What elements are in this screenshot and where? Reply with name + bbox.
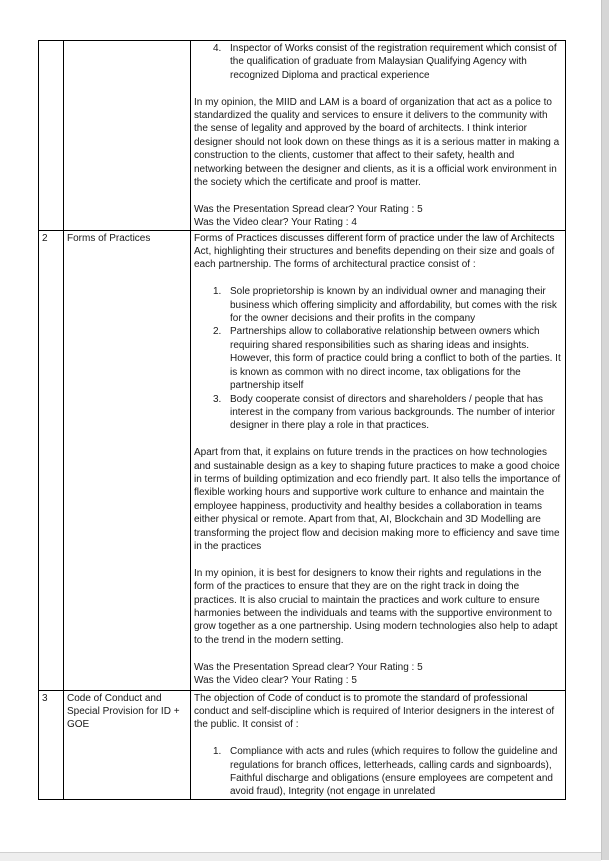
review-table — [38, 40, 566, 800]
body-paragraph: Apart from that, it explains on future trends in the practices on how technologies and sustainable design as a key to shaping future practices to make a good choice in terms of building optimization and eco friendly part. It also tells the importance of flexible working hours and supportive work culture to enhance and maintain the employee happiness, productivity and healthy besides a collaboration in teams either physical or remote. Apart from that, AI, Blockchain and 3D Modelling are transforming the project flow and decision making more to efficiency and save time in the practices — [194, 447, 561, 552]
list-item — [194, 393, 563, 433]
presentation-rating: Was the Presentation Spread clear? Your Rating : 5 — [194, 661, 423, 673]
opinion-paragraph: In my opinion, it is best for designers to know their rights and regulations in the form of the practices to ensure that they are on the right track in doing the practices. It is also crucial to maintain the practices and work culture to ensure harmonies between the individuals and teams with the supportive environment to grow together as a one partnership. Using modern technologies also help to adapt to the trend in the modern setting. — [194, 567, 558, 646]
row-number-cell: 2 — [39, 230, 64, 690]
list-item-number: 1. — [213, 746, 222, 758]
row-description-cell — [191, 230, 566, 690]
row-number-cell — [39, 41, 64, 231]
list-item-text: Compliance with acts and rules (which requires to follow the guideline and regulations for branch offices, letterheads, calling cards and signboards), Faithful discharge and obligations (ensure employees are competent and avoid fraud), Integrity (not engage in unrelated — [230, 746, 558, 798]
presentation-rating: Was the Presentation Spread clear? Your Rating : 5 — [194, 203, 423, 215]
list-item-text: Body cooperate consist of directors and shareholders / people that has interest in the company from various backgrounds. The number of interior designer in there play a role in that practices. — [230, 393, 555, 432]
intro-paragraph: Forms of Practices discusses different form of practice under the law of Architects Act, highlighting their structures and benefits depending on their size and goals of each partnership. The forms of architectural practice consist of : — [194, 232, 555, 271]
row-description-cell — [191, 690, 566, 799]
list-item-number: 4. — [213, 43, 222, 54]
row-topic-cell: Code of Conduct and Special Provision for ID + GOE — [64, 690, 191, 799]
list-item-text: Partnerships allow to collaborative relationship between owners which requiring shared responsibilities such as sharing ideas and insights. However, this form of practice could bring a conflict to both of the parties. It is known as common with no direct income, tax obligations for the partnership itself — [230, 326, 561, 392]
video-rating: Was the Video clear? Your Rating : 4 — [194, 217, 357, 229]
table-row — [39, 690, 566, 799]
list-item-number: 3. — [213, 393, 222, 405]
list-item-number: 1. — [213, 286, 222, 298]
list-item — [194, 42, 563, 82]
row-topic-cell: Forms of Practices — [64, 230, 191, 690]
page-edge-right — [601, 0, 609, 860]
video-rating: Was the Video clear? Your Rating : 5 — [194, 675, 357, 686]
intro-paragraph: The objection of Code of conduct is to promote the standard of professional conduct and self-discipline which is required of Interior designers in the interest of the public. It consist of : — [194, 692, 555, 731]
row-number-cell: 3 — [39, 690, 64, 799]
numbered-list — [194, 285, 563, 432]
list-item — [194, 285, 563, 325]
numbered-list — [194, 42, 563, 82]
list-item-text: Inspector of Works consist of the registration requirement which consist of the qualification of graduate from Malaysian Qualifying Agency with recognized Diploma and practical experience — [230, 43, 557, 81]
numbered-list — [194, 745, 563, 799]
opinion-paragraph: In my opinion, the MIID and LAM is a board of organization that act as a police to standardized the quality and services to ensure it delivers to the community with the sense of legality and approved by the board of architects. I think interior designer should not look down on these things as it is a serious matter in making a construction to the clients, customer that affect to their safety, health and networking between the designer and clients, as it is a official work environment in the society which the certificate and proof is matter. — [194, 96, 560, 189]
list-item — [194, 325, 563, 392]
row-description-cell — [191, 41, 566, 231]
list-item-text: Sole proprietorship is known by an individual owner and managing their business which offering simplicity and affordability, but comes with the risk for the owner decisions and their profits in the company — [230, 286, 557, 325]
list-item-number: 2. — [213, 326, 222, 338]
table-row — [39, 41, 566, 231]
table-row — [39, 230, 566, 690]
row-topic-cell — [64, 41, 191, 231]
list-item — [194, 745, 563, 799]
